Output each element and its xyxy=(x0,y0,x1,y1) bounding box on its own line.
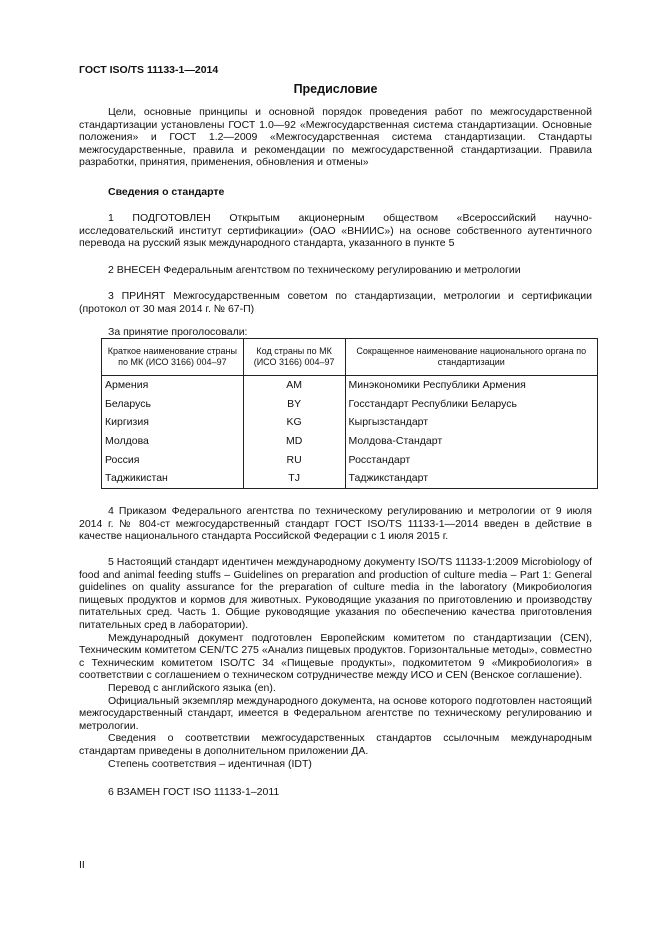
table-caption: За принятие проголосовали: xyxy=(108,326,248,338)
intro-text: Цели, основные принципы и основной порядок проведения работ по межгосударственной стандартизации установлены ГОСТ 1.0—92 «Межгосударственная система стандартизации. Основные положения» и ГОСТ 1.2—2009 «Межгосударственная система стандартизации. Стандарты межгосударственные, правила и рекомендации по межгосударственной стандартизации. Правила разработки, принятия, применения, обновления и отмены» xyxy=(79,106,592,169)
cell-body: Молдова-Стандарт xyxy=(345,432,597,451)
item-5-official-copy: Официальный экземпляр международного документа, на основе которого подготовлен настоящий межгосударственный стандарт, имеется в Федеральном агентстве по техническому регулированию и метрологии. xyxy=(79,694,592,732)
header-country: Краткое наименование страны по МК (ИСО 3166) 004–97 xyxy=(102,339,244,376)
voting-table xyxy=(101,338,598,489)
cell-body: Минэкономики Республики Армения xyxy=(345,376,597,395)
cell-country: Киргизия xyxy=(102,413,244,432)
cell-country: Молдова xyxy=(102,432,244,451)
intro-paragraph xyxy=(79,106,592,169)
item-2: 2 ВНЕСЕН Федеральным агентством по техническому регулированию и метрологии xyxy=(108,264,521,276)
item-4: 4 Приказом Федерального агентства по техническому регулированию и метрологии от 9 июля 2014 г. № 804-ст межгосударственный стандарт ГОСТ ISO/TS 11133-1—2014 введен в действие в качестве национального стандарта Российской Федерации с 1 июля 2015 г. xyxy=(79,505,592,543)
table-row xyxy=(102,376,598,395)
table-header-row xyxy=(102,339,598,376)
page-number: II xyxy=(79,859,85,871)
cell-code: BY xyxy=(243,395,345,414)
cell-country: Россия xyxy=(102,450,244,469)
document-header: ГОСТ ISO/TS 11133-1—2014 xyxy=(79,64,219,76)
cell-body: Кыргызстандарт xyxy=(345,413,597,432)
cell-country: Армения xyxy=(102,376,244,395)
item-5-prepared-by: Международный документ подготовлен Европейским комитетом по стандартизации (CEN), Техническим комитетом CEN/TC 275 «Анализ пищевых продуктов. Горизонтальные методы», совместно с Техническим комитетом ISO/TC 34 «Пищевые продукты», подкомитетом 9 «Микробиология» в соответствии с соглашением о техническом сотрудничестве между ИСО и CEN (Венское соглашение). xyxy=(79,631,592,682)
cell-body: Таджикстандарт xyxy=(345,469,597,488)
item-6: 6 ВЗАМЕН ГОСТ ISO 11133-1–2011 xyxy=(108,786,280,798)
header-code: Код страны по МК (ИСО 3166) 004–97 xyxy=(243,339,345,376)
table-row xyxy=(102,413,598,432)
page-title: Предисловие xyxy=(293,82,378,96)
item-5-text: 5 Настоящий стандарт идентичен международному документу ISO/TS 11133-1:2009 Microbiology of food and animal feeding stuffs – Guidelines on preparation and production of culture media – Part 1: General guidelines on quality assurance for the preparation of culture media in the laboratory (Микробиология пищевых продуктов и кормов для животных. Руководящие указания по приготовлению и производству питательных сред. Часть 1. Общие руководящие указания по обеспечению качества приготовления питательных сред в лаборатории). xyxy=(79,556,592,631)
cell-body: Росстандарт xyxy=(345,450,597,469)
table-row xyxy=(102,395,598,414)
item-5-translation: Перевод с английского языка (en). xyxy=(108,681,276,694)
table-row xyxy=(102,450,598,469)
cell-country: Беларусь xyxy=(102,395,244,414)
item-5 xyxy=(79,556,592,770)
cell-code: TJ xyxy=(243,469,345,488)
header-body: Сокращенное наименование национального органа по стандартизации xyxy=(345,339,597,376)
item-1: 1 ПОДГОТОВЛЕН Открытым акционерным обществом «Всероссийский научно-исследовательский институт сертификации» (ОАО «ВНИИС») на основе собственного аутентичного перевода на русский язык международного стандарта, указанного в пункте 5 xyxy=(79,212,592,250)
cell-code: RU xyxy=(243,450,345,469)
item-5-compliance-info: Сведения о соответствии межгосударственных стандартов ссылочным международным стандартам приведены в дополнительном приложении ДА. xyxy=(79,732,592,757)
item-3: 3 ПРИНЯТ Межгосударственным советом по стандартизации, метрологии и сертификации (протокол от 30 мая 2014 г. № 67-П) xyxy=(79,290,592,315)
table-row xyxy=(102,432,598,451)
cell-code: AM xyxy=(243,376,345,395)
cell-code: MD xyxy=(243,432,345,451)
cell-country: Таджикистан xyxy=(102,469,244,488)
table-row xyxy=(102,469,598,488)
section-heading: Сведения о стандарте xyxy=(108,186,225,198)
item-5-degree: Степень соответствия – идентичная (IDT) xyxy=(108,757,312,770)
cell-code: KG xyxy=(243,413,345,432)
cell-body: Госстандарт Республики Беларусь xyxy=(345,395,597,414)
